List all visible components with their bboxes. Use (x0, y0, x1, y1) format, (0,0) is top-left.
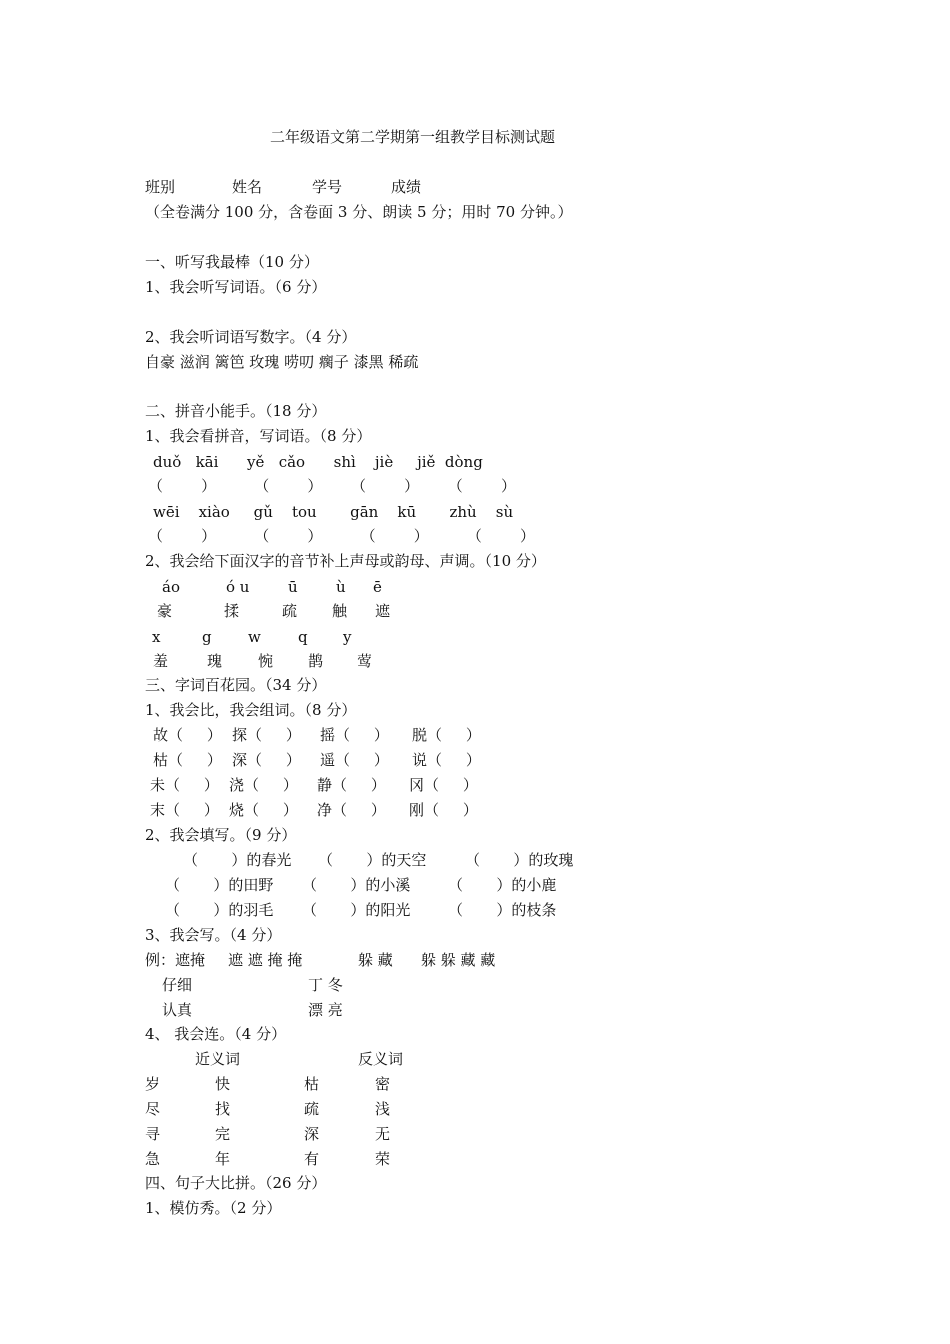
compare-item: 说（ ） (412, 751, 481, 769)
example-item: 躲 躲 藏 藏 (421, 951, 496, 969)
field-class: 班别 (145, 178, 176, 196)
compare-item: 遥（ ） (320, 751, 389, 769)
initial-item: g (202, 628, 212, 646)
char-item: 瑰 (207, 652, 223, 670)
s2-question-2: 2、我会给下面汉字的音节补上声母或韵母、声调。（10 分） (145, 552, 546, 570)
example-item: 例：遮掩 (145, 951, 206, 969)
fill-item: （ ）的田野 (165, 876, 274, 894)
section-1-heading: 一、听写我最棒（10 分） (145, 253, 319, 271)
initial-item: y (343, 628, 352, 646)
char-item: 惋 (258, 652, 274, 670)
fill-item: （ ）的春光 (183, 851, 292, 869)
link-char: 寻 (145, 1125, 161, 1143)
s1-question-2: 2、我会听词语写数字。（4 分） (145, 328, 357, 346)
link-char: 找 (215, 1100, 231, 1118)
fill-item: （ ）的小鹿 (448, 876, 557, 894)
blank-row-2: （ ） （ ） （ ） （ ） (148, 527, 536, 545)
fill-item: （ ）的天空 (318, 851, 427, 869)
char-item: 触 (332, 602, 348, 620)
fill-item: （ ）的小溪 (302, 876, 411, 894)
fill-item: （ ）的阳光 (302, 901, 411, 919)
link-char: 完 (215, 1125, 231, 1143)
link-char: 年 (215, 1150, 231, 1168)
example-item: 遮 遮 掩 掩 (228, 951, 303, 969)
link-char: 无 (375, 1125, 391, 1143)
s1-question-1: 1、我会听写词语。（6 分） (145, 278, 327, 296)
fill-item: （ ）的玫瑰 (465, 851, 574, 869)
char-item: 遮 (375, 602, 391, 620)
initial-item: q (298, 628, 308, 646)
initial-item: x (152, 628, 161, 646)
compare-item: 枯（ ） (153, 751, 222, 769)
compare-item: 探（ ） (232, 726, 301, 744)
compare-item: 摇（ ） (320, 726, 389, 744)
link-char: 荣 (375, 1150, 391, 1168)
link-char: 深 (304, 1125, 320, 1143)
char-item: 羞 (153, 652, 169, 670)
char-item: 豪 (157, 602, 173, 620)
char-item: 揉 (224, 602, 240, 620)
link-char: 有 (304, 1150, 320, 1168)
compare-item: 冈（ ） (409, 776, 478, 794)
s3-question-1: 1、我会比，我会组词。（8 分） (145, 701, 357, 719)
field-number: 学号 (312, 178, 343, 196)
compare-item: 静（ ） (317, 776, 386, 794)
link-char: 密 (375, 1075, 391, 1093)
field-name: 姓名 (232, 178, 263, 196)
compare-item: 浇（ ） (229, 776, 298, 794)
compare-item: 脱（ ） (412, 726, 481, 744)
compare-item: 故（ ） (153, 726, 222, 744)
compare-item: 净（ ） (317, 801, 386, 819)
link-char: 快 (215, 1075, 231, 1093)
s2-question-1: 1、我会看拼音，写词语。（8 分） (145, 427, 372, 445)
initial-item: w (248, 628, 261, 646)
link-char: 浅 (375, 1100, 391, 1118)
example-item: 躲 藏 (358, 951, 393, 969)
link-char: 急 (145, 1150, 161, 1168)
char-item: 莺 (357, 652, 373, 670)
s1-word-list: 自豪 滋润 篱笆 玫瑰 唠叨 瘸子 漆黑 稀疏 (145, 353, 419, 371)
link-header-antonym: 反义词 (358, 1050, 404, 1068)
link-char: 枯 (304, 1075, 320, 1093)
blank-row-1: （ ） （ ） （ ） （ ） (148, 477, 516, 495)
section-3-heading: 三、字词百花园。（34 分） (145, 676, 327, 694)
field-score: 成绩 (391, 178, 422, 196)
s3-question-4: 4、 我会连。（4 分） (145, 1025, 287, 1043)
pinyin-row-1: duǒ kāi yě cǎo shì jiè jiě dòng (153, 453, 483, 471)
pinyin-row-2: wēi xiào gǔ tou gān kū zhù sù (153, 503, 514, 521)
s3-question-3: 3、我会写。（4 分） (145, 926, 282, 944)
write-item: 丁 冬 (308, 976, 343, 994)
write-item: 仔细 (162, 976, 193, 994)
exam-note: （全卷满分 100 分，含卷面 3 分、朗读 5 分；用时 70 分钟。） (145, 203, 573, 221)
char-item: 鹊 (308, 652, 324, 670)
fill-item: （ ）的羽毛 (165, 901, 274, 919)
write-item: 漂 亮 (308, 1001, 343, 1019)
fill-item: （ ）的枝条 (448, 901, 557, 919)
compare-item: 刚（ ） (409, 801, 478, 819)
final-item: áo (162, 578, 180, 596)
link-header-synonym: 近义词 (195, 1050, 241, 1068)
write-item: 认真 (162, 1001, 193, 1019)
compare-item: 末（ ） (150, 801, 219, 819)
final-item: ù (336, 578, 346, 596)
section-4-heading: 四、句子大比拼。（26 分） (145, 1174, 327, 1192)
final-item: ū (288, 578, 298, 596)
s4-question-1: 1、模仿秀。（2 分） (145, 1199, 282, 1217)
compare-item: 深（ ） (232, 751, 301, 769)
final-item: ó u (226, 578, 250, 596)
s3-question-2: 2、我会填写。（9 分） (145, 826, 297, 844)
compare-item: 未（ ） (150, 776, 219, 794)
page-title: 二年级语文第二学期第一组教学目标测试题 (270, 128, 556, 146)
char-item: 疏 (282, 602, 298, 620)
link-char: 岁 (145, 1075, 161, 1093)
compare-item: 烧（ ） (229, 801, 298, 819)
link-char: 尽 (145, 1100, 161, 1118)
section-2-heading: 二、拼音小能手。（18 分） (145, 402, 327, 420)
link-char: 疏 (304, 1100, 320, 1118)
final-item: ē (373, 578, 382, 596)
